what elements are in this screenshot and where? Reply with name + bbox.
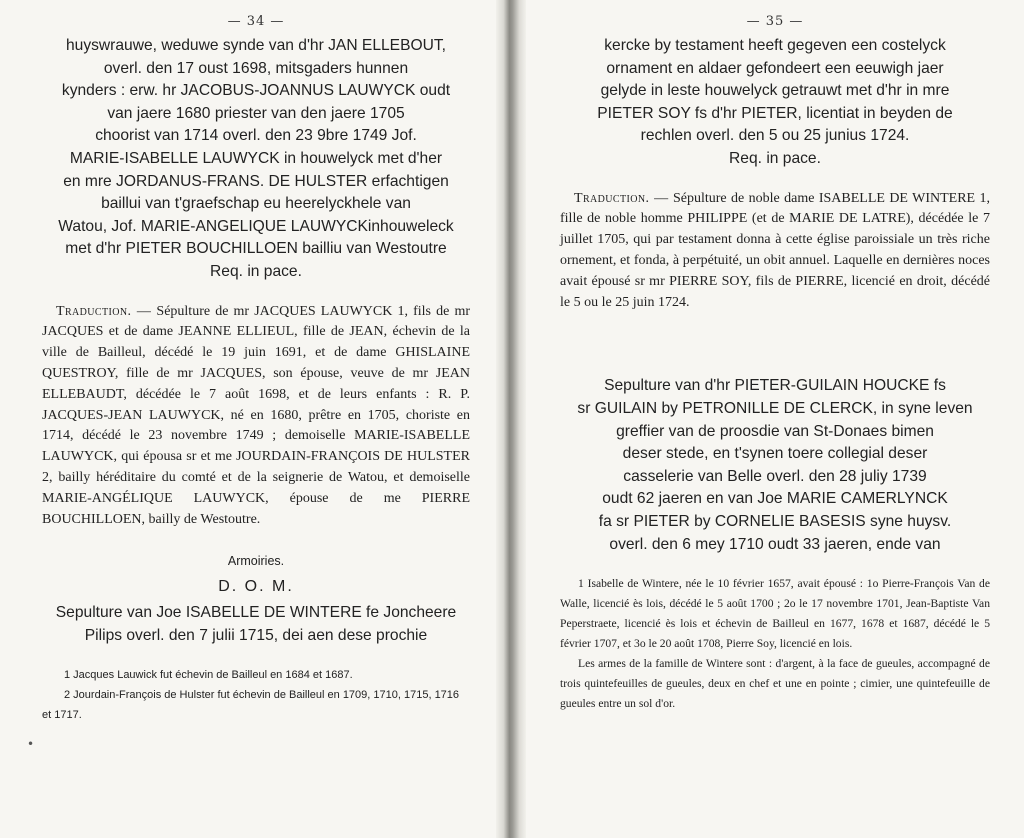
epitaph-flemish — [560, 35, 990, 171]
left-page — [0, 0, 504, 838]
traduction-block — [560, 189, 990, 314]
footnotes — [560, 574, 990, 714]
epitaph-line: met d'hr PIETER BOUCHILLOEN bailliu van Westoutre — [65, 240, 447, 258]
epitaph-line: choorist van 1714 overl. den 23 9bre 1749 Jof. — [95, 127, 417, 145]
epitaph-line: Sepulture van d'hr PIETER-GUILAIN HOUCKE fs — [604, 377, 946, 395]
epitaph-line: van jaere 1680 priester van den jaere 1705 — [107, 104, 405, 122]
epitaph-line: Req. in pace. — [729, 149, 821, 167]
epitaph-line: kercke by testament heeft gegeven een costelyck — [604, 37, 946, 54]
margin-mark: • — [27, 737, 35, 751]
epitaph-line: Watou, Jof. MARIE-ANGELIQUE LAUWYCKinhouweleck — [58, 217, 454, 235]
epitaph-line: kynders : erw. hr JACOBUS-JOANNUS LAUWYCK oudt — [61, 82, 451, 100]
epitaph-line: greffier van de proosdie van St-Donaes bimen — [616, 422, 934, 440]
epitaph-line: rechlen overl. den 5 ou 25 junius 1724. — [640, 127, 910, 145]
epitaph-line: overl. den 6 mey 1710 oudt 33 jaeren, ende van — [609, 535, 941, 553]
epitaph-line: huyswrauwe, weduwe synde van d'hr JAN ELLEBOUT, — [65, 37, 446, 54]
armoiries-heading: Armoiries. — [227, 554, 285, 569]
epitaph-flemish-2 — [42, 602, 470, 647]
traduction-text: Sépulture de noble dame ISABELLE DE WINTERE 1, fille de noble homme PHILIPPE (et de MARIE DE LATRE), décédée le 7 juillet 1705, qui par testament donna à cette église paroissiale un très riche ornement, et fonda, à perpétuité, un obit annuel. Laquelle en dernières noces avait épousé sr mr PIERRE SOY, fils de PIERRE, licencié en droit, décédé le 5 ou le 25 juin 1724. — [560, 190, 991, 310]
page-number: — 34 — — [227, 14, 285, 29]
armes-note: Les armes de la famille de Wintere sont : d'argent, à la face de gueules, accompagné de trois quintefeuilles de gueules, deux en chef et une en pointe ; cimier, une quintefeuille de gueules entre un sol d'or. — [560, 657, 990, 711]
footnote: 1 Isabelle de Wintere, née le 10 février 1657, avait épousé : 1o Pierre-François Van de Walle, licencié ès lois, décédé le 5 août 1700 ; 2o le 17 novembre 1701, Jean-Baptiste Van Peperstraete, licencié ès lois et échevin de Bailleul en 1677, 1678 et 1687, décédé le 5 février 1707, et 3o le 20 août 1708, Pierre Soy, licencié en lois. — [560, 577, 990, 651]
traduction-text: Sépulture de mr JACQUES LAUWYCK 1, fils de mr JACQUES et de dame JEANNE ELLIEUL, fille de JEAN, échevin de la ville de Bailleul, décédé le 19 juin 1691, et de dame GHISLAINE QUESTROY, fille de mr JACQUES, son épouse, veuve de mr JEAN ELLEBAUDT, décédée le 7 août 1698, et de leurs enfants : R. P. JACQUES-JEAN LAUWYCK, né en 1680, prêtre en 1705, choriste en 1714, décédé le 23 novembre 1749 ; demoiselle MARIE-ISABELLE LAUWYCK, qui épousa sr et me JOURDAIN-FRANÇOIS DE HULSTER 2, bailly héréditaire du comté et de la seignerie de Watou, et demoiselle MARIE-ANGÉLIQUE LAUWYCK, épouse de me PIERRE BOUCHILLOEN, bailly de Westoutre. — [42, 303, 471, 527]
traduction-label: Traduction. — — [574, 190, 669, 206]
epitaph-line: Sepulture van Joe ISABELLE DE WINTERE fe Joncheere — [55, 604, 457, 622]
footnote: 1 Jacques Lauwick fut échevin de Bailleul en 1684 et 1687. — [64, 669, 353, 682]
page-number: — 35 — — [746, 14, 804, 29]
traduction-block — [42, 302, 470, 531]
traduction-paragraph — [42, 302, 470, 531]
traduction-paragraph — [560, 189, 990, 314]
epitaph-line: Req. in pace. — [210, 262, 302, 280]
epitaph-line: deser stede, en t'synen toere collegial deser — [622, 445, 928, 463]
epitaph-line: overl. den 17 oust 1698, mitsgaders hunnen — [103, 59, 409, 77]
epitaph-line: MARIE-ISABELLE LAUWYCK in houwelyck met d'her — [69, 149, 443, 167]
epitaph-line: PIETER SOY fs d'hr PIETER, licentiat in beyden de — [597, 104, 953, 122]
epitaph-line: sr GUILAIN by PETRONILLE DE CLERCK, in syne leven — [577, 399, 973, 417]
epitaph-line: baillui van t'graefschap eu heerelyckhele van — [101, 195, 411, 213]
epitaph-line: casselerie van Belle overl. den 28 juliy 1739 — [623, 467, 927, 485]
epitaph-line: ornament en aldaer gefondeert een eeuwigh jaer — [606, 59, 944, 77]
epitaph-line: en mre JORDANUS-FRANS. DE HULSTER erfachtigen — [63, 172, 449, 190]
traduction-label: Traduction. — — [56, 303, 152, 319]
dom-heading: D. O. M. — [218, 578, 294, 596]
epitaph-line: fa sr PIETER by CORNELIE BASESIS syne huysv. — [598, 512, 952, 530]
epitaph-flemish-2 — [560, 375, 990, 556]
footnote: 2 Jourdain-François de Hulster fut échevin de Bailleul en 1709, 1710, 1715, 1716 et 1717. — [42, 689, 460, 722]
epitaph-line: gelyde in leste houwelyck getrauwt met d'hr in mre — [600, 82, 950, 100]
footnotes — [42, 665, 470, 725]
epitaph-line: Pilips overl. den 7 julii 1715, dei aen dese prochie — [84, 626, 428, 644]
epitaph-flemish — [42, 35, 470, 284]
epitaph-line: oudt 62 jaeren en van Joe MARIE CAMERLYNCK — [602, 490, 948, 508]
right-page — [520, 0, 1024, 838]
